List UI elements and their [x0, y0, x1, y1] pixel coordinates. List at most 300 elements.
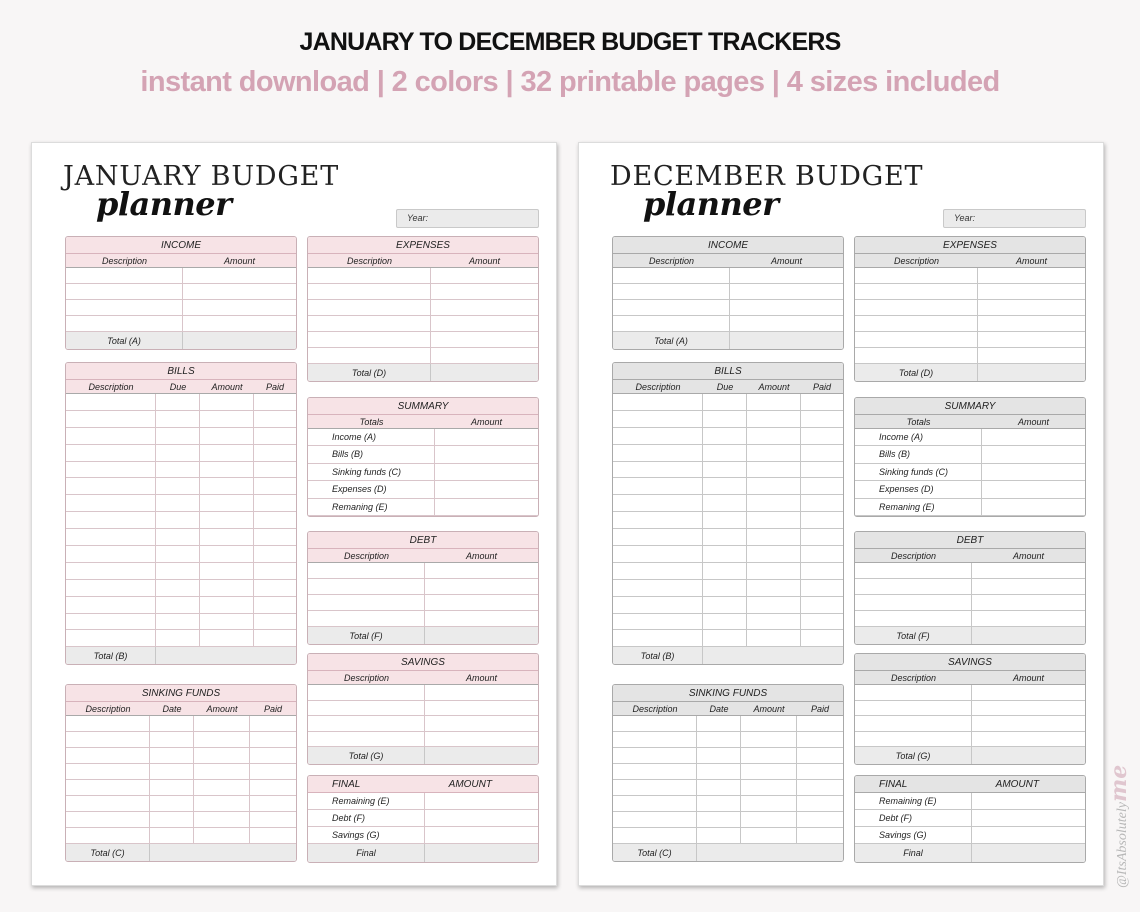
- table-cell[interactable]: [797, 796, 843, 811]
- table-cell[interactable]: [801, 428, 843, 444]
- table-cell[interactable]: [66, 780, 150, 795]
- table-cell[interactable]: [972, 732, 1085, 747]
- table-cell[interactable]: [613, 732, 697, 747]
- table-cell[interactable]: [156, 630, 200, 646]
- table-cell[interactable]: [156, 546, 200, 562]
- table-cell[interactable]: [425, 827, 538, 843]
- table-cell[interactable]: [308, 332, 431, 347]
- table-cell[interactable]: [308, 595, 425, 610]
- table-cell[interactable]: [66, 748, 150, 763]
- table-cell[interactable]: [697, 812, 741, 827]
- table-cell[interactable]: [801, 529, 843, 545]
- table-cell[interactable]: [200, 411, 254, 427]
- table-cell[interactable]: [254, 563, 296, 579]
- table-cell[interactable]: [613, 630, 703, 646]
- table-cell[interactable]: [741, 716, 797, 731]
- table-cell[interactable]: [703, 394, 747, 410]
- table-cell[interactable]: [66, 268, 183, 283]
- table-cell[interactable]: [703, 411, 747, 427]
- table-cell[interactable]: [613, 512, 703, 528]
- table-cell[interactable]: [66, 614, 156, 630]
- table-cell[interactable]: [801, 462, 843, 478]
- table-cell[interactable]: [697, 828, 741, 843]
- table-cell[interactable]: [194, 732, 250, 747]
- table-cell[interactable]: [747, 495, 801, 511]
- table-cell[interactable]: [308, 563, 425, 578]
- table-cell[interactable]: [66, 563, 156, 579]
- table-cell[interactable]: [855, 685, 972, 700]
- table-cell[interactable]: [66, 716, 150, 731]
- table-cell[interactable]: [982, 446, 1085, 462]
- table-cell[interactable]: [741, 796, 797, 811]
- table-cell[interactable]: [801, 597, 843, 613]
- table-cell[interactable]: [972, 793, 1085, 809]
- table-cell[interactable]: [308, 348, 431, 363]
- table-cell[interactable]: [741, 780, 797, 795]
- table-cell[interactable]: [66, 394, 156, 410]
- table-cell[interactable]: [613, 780, 697, 795]
- table-cell[interactable]: [855, 701, 972, 716]
- table-cell[interactable]: [613, 300, 730, 315]
- table-cell[interactable]: [747, 445, 801, 461]
- table-cell[interactable]: [613, 462, 703, 478]
- table-cell[interactable]: [703, 630, 747, 646]
- table-cell[interactable]: [200, 394, 254, 410]
- table-cell[interactable]: [250, 828, 296, 843]
- table-cell[interactable]: [703, 478, 747, 494]
- table-cell[interactable]: [250, 748, 296, 763]
- table-cell[interactable]: [308, 284, 431, 299]
- table-cell[interactable]: [613, 478, 703, 494]
- table-cell[interactable]: [156, 597, 200, 613]
- table-cell[interactable]: [425, 701, 538, 716]
- table-cell[interactable]: [982, 464, 1085, 480]
- total-value[interactable]: [431, 364, 538, 381]
- table-cell[interactable]: [308, 300, 431, 315]
- table-cell[interactable]: [66, 445, 156, 461]
- table-cell[interactable]: [613, 495, 703, 511]
- table-cell[interactable]: [435, 499, 538, 515]
- table-cell[interactable]: [66, 495, 156, 511]
- table-cell[interactable]: [425, 793, 538, 809]
- table-cell[interactable]: [613, 716, 697, 731]
- table-cell[interactable]: [703, 563, 747, 579]
- table-cell[interactable]: [797, 732, 843, 747]
- table-cell[interactable]: [431, 268, 538, 283]
- table-cell[interactable]: [697, 796, 741, 811]
- table-cell[interactable]: [308, 685, 425, 700]
- table-cell[interactable]: [308, 579, 425, 594]
- column-header: Amount: [470, 417, 503, 427]
- table-cell[interactable]: [308, 611, 425, 626]
- table-cell[interactable]: [66, 732, 150, 747]
- table-cell[interactable]: [613, 268, 730, 283]
- table-cell[interactable]: [150, 812, 194, 827]
- table-cell[interactable]: [972, 701, 1085, 716]
- table-cell[interactable]: [308, 732, 425, 747]
- table-cell[interactable]: [730, 300, 843, 315]
- table-cell[interactable]: [200, 546, 254, 562]
- table-cell[interactable]: [66, 597, 156, 613]
- table-cell[interactable]: [613, 597, 703, 613]
- table-cell[interactable]: [613, 812, 697, 827]
- table-cell[interactable]: [254, 529, 296, 545]
- total-value[interactable]: [425, 844, 538, 862]
- table-cell[interactable]: [425, 716, 538, 731]
- table-cell[interactable]: [697, 732, 741, 747]
- table-cell[interactable]: [425, 732, 538, 747]
- table-cell[interactable]: [254, 630, 296, 646]
- table-cell[interactable]: [797, 812, 843, 827]
- total-value[interactable]: [978, 364, 1085, 381]
- table-cell[interactable]: [613, 445, 703, 461]
- table-cell[interactable]: [156, 614, 200, 630]
- table-cell[interactable]: [613, 828, 697, 843]
- table-cell[interactable]: [66, 630, 156, 646]
- table-cell[interactable]: [150, 796, 194, 811]
- table-cell[interactable]: [254, 580, 296, 596]
- table-cell[interactable]: [66, 478, 156, 494]
- table-cell[interactable]: [194, 780, 250, 795]
- total-value[interactable]: [697, 844, 843, 861]
- total-value[interactable]: [730, 332, 843, 349]
- table-cell[interactable]: [156, 411, 200, 427]
- table-cell[interactable]: [730, 316, 843, 331]
- table-cell[interactable]: [982, 429, 1085, 445]
- table-cell[interactable]: [703, 597, 747, 613]
- table-cell[interactable]: [183, 268, 296, 283]
- table-cell[interactable]: [254, 597, 296, 613]
- table-cell[interactable]: [747, 411, 801, 427]
- table-cell[interactable]: [66, 764, 150, 779]
- debt-table: [307, 531, 539, 645]
- table-cell[interactable]: [66, 428, 156, 444]
- table-cell[interactable]: [703, 512, 747, 528]
- table-cell[interactable]: [150, 732, 194, 747]
- table-cell[interactable]: [425, 579, 538, 594]
- total-value[interactable]: [425, 627, 538, 644]
- table-cell[interactable]: [200, 630, 254, 646]
- table-cell[interactable]: [613, 546, 703, 562]
- table-cell[interactable]: [703, 428, 747, 444]
- total-value[interactable]: [183, 332, 296, 349]
- table-cell[interactable]: [200, 428, 254, 444]
- table-cell[interactable]: [972, 810, 1085, 826]
- table-row: [66, 580, 296, 597]
- table-cell[interactable]: [66, 411, 156, 427]
- table-cell[interactable]: [431, 284, 538, 299]
- table-cell[interactable]: [703, 529, 747, 545]
- table-cell[interactable]: [308, 701, 425, 716]
- table-cell[interactable]: [66, 812, 150, 827]
- table-cell[interactable]: [254, 614, 296, 630]
- table-cell[interactable]: [855, 595, 972, 610]
- table-cell[interactable]: [254, 445, 296, 461]
- table-cell[interactable]: [250, 780, 296, 795]
- table-cell[interactable]: [741, 732, 797, 747]
- table-cell[interactable]: [150, 748, 194, 763]
- amount-header: AMOUNT: [995, 779, 1039, 790]
- table-cell[interactable]: [156, 445, 200, 461]
- total-row: [855, 844, 1085, 862]
- table-cell[interactable]: [613, 563, 703, 579]
- table-cell[interactable]: [703, 614, 747, 630]
- table-cell[interactable]: [797, 764, 843, 779]
- table-cell[interactable]: [66, 316, 183, 331]
- table-cell[interactable]: [801, 580, 843, 596]
- table-cell[interactable]: [156, 428, 200, 444]
- table-cell[interactable]: [200, 580, 254, 596]
- table-cell[interactable]: [972, 579, 1085, 594]
- table-cell[interactable]: [425, 685, 538, 700]
- table-cell[interactable]: [747, 462, 801, 478]
- table-cell[interactable]: [200, 529, 254, 545]
- table-cell[interactable]: [855, 579, 972, 594]
- table-cell[interactable]: [66, 300, 183, 315]
- table-cell[interactable]: [254, 546, 296, 562]
- total-value[interactable]: [972, 844, 1085, 862]
- table-cell[interactable]: [425, 611, 538, 626]
- table-cell[interactable]: [797, 828, 843, 843]
- table-cell[interactable]: [156, 512, 200, 528]
- table-cell[interactable]: [66, 284, 183, 299]
- table-cell[interactable]: [613, 614, 703, 630]
- table-cell[interactable]: [156, 529, 200, 545]
- table-cell[interactable]: [194, 764, 250, 779]
- table-cell[interactable]: [747, 546, 801, 562]
- table-cell[interactable]: [972, 563, 1085, 578]
- table-cell[interactable]: [972, 611, 1085, 626]
- table-cell[interactable]: [801, 614, 843, 630]
- table-cell[interactable]: [250, 764, 296, 779]
- table-cell[interactable]: [855, 284, 978, 299]
- table-cell[interactable]: [978, 268, 1085, 283]
- table-cell[interactable]: [254, 411, 296, 427]
- table-cell[interactable]: [747, 512, 801, 528]
- table-cell[interactable]: [200, 462, 254, 478]
- table-cell[interactable]: [972, 716, 1085, 731]
- table-cell[interactable]: [972, 827, 1085, 843]
- table-cell[interactable]: [697, 716, 741, 731]
- table-cell[interactable]: [855, 716, 972, 731]
- table-cell[interactable]: [730, 284, 843, 299]
- table-cell[interactable]: [703, 580, 747, 596]
- table-cell[interactable]: [797, 780, 843, 795]
- table-row: [66, 529, 296, 546]
- total-value[interactable]: [703, 647, 843, 664]
- table-cell[interactable]: [741, 812, 797, 827]
- table-cell[interactable]: [431, 348, 538, 363]
- table-cell[interactable]: [613, 580, 703, 596]
- table-cell[interactable]: [66, 580, 156, 596]
- table-cell[interactable]: [435, 429, 538, 445]
- table-cell[interactable]: [855, 611, 972, 626]
- table-cell[interactable]: [703, 462, 747, 478]
- table-cell[interactable]: [747, 529, 801, 545]
- table-cell[interactable]: [747, 428, 801, 444]
- table-cell[interactable]: [855, 300, 978, 315]
- table-cell[interactable]: [200, 478, 254, 494]
- table-cell[interactable]: [801, 394, 843, 410]
- table-cell[interactable]: [697, 780, 741, 795]
- table-cell[interactable]: [308, 716, 425, 731]
- table-cell[interactable]: [435, 481, 538, 497]
- column-header: Description: [85, 704, 131, 714]
- table-cell[interactable]: [254, 394, 296, 410]
- table-cell[interactable]: [703, 445, 747, 461]
- table-cell[interactable]: [801, 495, 843, 511]
- table-cell[interactable]: [797, 716, 843, 731]
- table-cell[interactable]: [730, 268, 843, 283]
- table-cell[interactable]: [254, 428, 296, 444]
- table-cell[interactable]: [855, 732, 972, 747]
- table-cell[interactable]: [200, 563, 254, 579]
- table-cell[interactable]: [613, 394, 703, 410]
- table-cell[interactable]: [156, 495, 200, 511]
- table-cell[interactable]: [194, 796, 250, 811]
- table-cell[interactable]: [156, 580, 200, 596]
- table-cell[interactable]: [697, 748, 741, 763]
- table-row: [613, 316, 843, 332]
- total-value[interactable]: [425, 747, 538, 764]
- table-cell[interactable]: [703, 495, 747, 511]
- table-cell[interactable]: [982, 499, 1085, 515]
- table-cell[interactable]: [66, 529, 156, 545]
- table-cell[interactable]: [183, 284, 296, 299]
- column-header: Amount: [206, 704, 238, 714]
- table-cell[interactable]: [194, 828, 250, 843]
- table-cell[interactable]: [254, 478, 296, 494]
- table-cell[interactable]: [308, 268, 431, 283]
- table-cell[interactable]: [613, 284, 730, 299]
- table-cell[interactable]: [613, 796, 697, 811]
- table-cell[interactable]: [747, 597, 801, 613]
- table-cell[interactable]: [801, 630, 843, 646]
- table-cell[interactable]: [747, 394, 801, 410]
- table-cell[interactable]: [697, 764, 741, 779]
- table-cell[interactable]: [150, 780, 194, 795]
- table-cell[interactable]: [978, 348, 1085, 363]
- table-cell[interactable]: [613, 764, 697, 779]
- total-value[interactable]: [150, 844, 296, 861]
- table-cell[interactable]: [425, 563, 538, 578]
- table-cell[interactable]: [66, 546, 156, 562]
- table-cell[interactable]: [194, 748, 250, 763]
- table-cell[interactable]: [613, 316, 730, 331]
- january-planner-page: [31, 142, 557, 886]
- table-cell[interactable]: [183, 316, 296, 331]
- total-value[interactable]: [972, 627, 1085, 644]
- table-cell[interactable]: [156, 462, 200, 478]
- table-cell[interactable]: [431, 332, 538, 347]
- total-value[interactable]: [972, 747, 1085, 764]
- table-cell[interactable]: [156, 394, 200, 410]
- table-cell[interactable]: [156, 478, 200, 494]
- table-cell[interactable]: [250, 812, 296, 827]
- table-cell[interactable]: [194, 812, 250, 827]
- table-cell[interactable]: [431, 316, 538, 331]
- table-cell[interactable]: [66, 796, 150, 811]
- table-cell[interactable]: [978, 300, 1085, 315]
- table-cell[interactable]: [855, 268, 978, 283]
- table-cell[interactable]: [978, 332, 1085, 347]
- table-row: [613, 268, 843, 284]
- table-cell[interactable]: [797, 748, 843, 763]
- table-cell[interactable]: [801, 563, 843, 579]
- total-value[interactable]: [156, 647, 296, 664]
- table-cell[interactable]: [150, 828, 194, 843]
- table-cell[interactable]: [66, 828, 150, 843]
- table-cell[interactable]: [200, 495, 254, 511]
- table-cell[interactable]: [194, 716, 250, 731]
- table-cell[interactable]: [425, 810, 538, 826]
- table-cell[interactable]: [254, 495, 296, 511]
- year-field[interactable]: Year:: [943, 209, 1086, 228]
- table-cell[interactable]: [703, 546, 747, 562]
- table-cell[interactable]: [972, 685, 1085, 700]
- final-table: [854, 775, 1086, 863]
- table-cell[interactable]: [613, 529, 703, 545]
- table-cell[interactable]: [250, 796, 296, 811]
- table-cell[interactable]: [200, 614, 254, 630]
- table-cell[interactable]: [747, 614, 801, 630]
- table-cell[interactable]: [150, 764, 194, 779]
- table-cell[interactable]: [200, 445, 254, 461]
- table-cell[interactable]: [613, 411, 703, 427]
- table-cell[interactable]: [747, 478, 801, 494]
- table-cell[interactable]: [855, 332, 978, 347]
- table-cell[interactable]: [801, 411, 843, 427]
- table-cell[interactable]: [972, 595, 1085, 610]
- table-cell[interactable]: [308, 316, 431, 331]
- table-cell[interactable]: [801, 546, 843, 562]
- table-cell[interactable]: [978, 316, 1085, 331]
- table-cell[interactable]: [156, 563, 200, 579]
- table-cell[interactable]: [66, 462, 156, 478]
- table-cell[interactable]: [801, 512, 843, 528]
- table-cell[interactable]: [982, 481, 1085, 497]
- table-cell[interactable]: [435, 464, 538, 480]
- table-cell[interactable]: [200, 512, 254, 528]
- table-cell[interactable]: [741, 764, 797, 779]
- table-cell[interactable]: [855, 563, 972, 578]
- table-cell[interactable]: [747, 580, 801, 596]
- table-cell[interactable]: [741, 748, 797, 763]
- table-cell[interactable]: [254, 462, 296, 478]
- table-cell[interactable]: [747, 563, 801, 579]
- table-cell[interactable]: [801, 445, 843, 461]
- table-cell[interactable]: [747, 630, 801, 646]
- table-cell[interactable]: [431, 300, 538, 315]
- table-cell[interactable]: [613, 748, 697, 763]
- table-cell[interactable]: [855, 316, 978, 331]
- table-cell[interactable]: [66, 512, 156, 528]
- table-cell[interactable]: [613, 428, 703, 444]
- table-cell[interactable]: [855, 348, 978, 363]
- table-cell[interactable]: [183, 300, 296, 315]
- table-cell[interactable]: [978, 284, 1085, 299]
- table-cell[interactable]: [150, 716, 194, 731]
- table-cell[interactable]: [801, 478, 843, 494]
- table-cell[interactable]: [254, 512, 296, 528]
- table-cell[interactable]: [435, 446, 538, 462]
- table-cell[interactable]: [741, 828, 797, 843]
- table-cell[interactable]: [200, 597, 254, 613]
- year-field[interactable]: Year:: [396, 209, 539, 228]
- table-cell[interactable]: [425, 595, 538, 610]
- table-cell[interactable]: [250, 732, 296, 747]
- table-cell[interactable]: [250, 716, 296, 731]
